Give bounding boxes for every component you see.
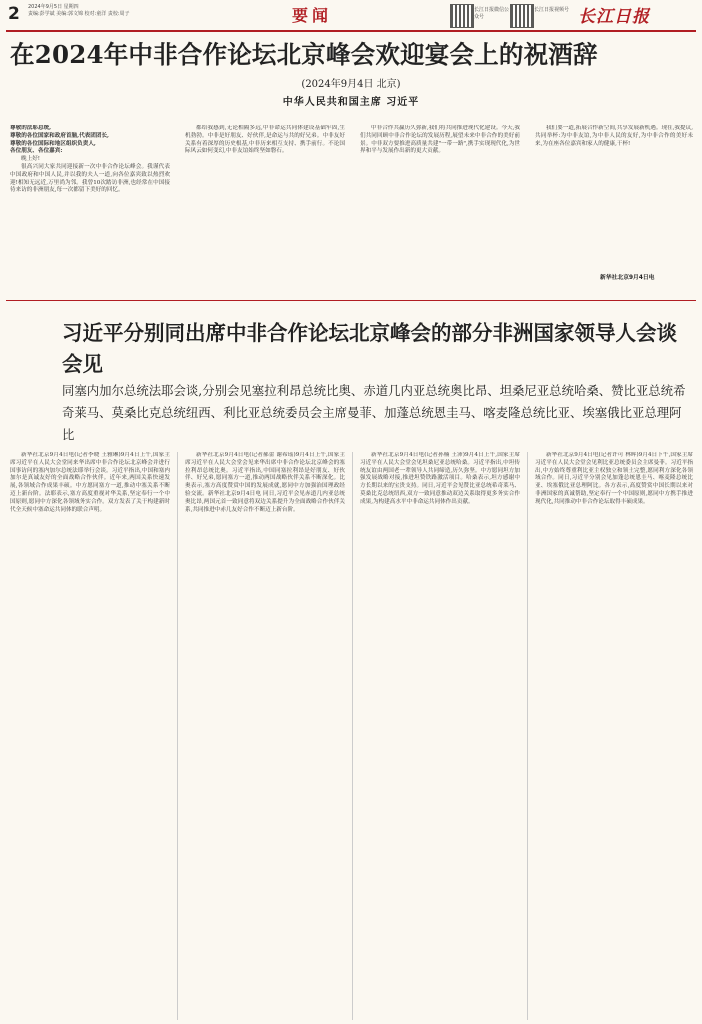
- page-number: 2: [8, 4, 20, 24]
- article1-headline: 在2024年中非合作论坛北京峰会欢迎宴会上的祝酒辞: [10, 40, 598, 69]
- salutation: 晚上好!: [21, 156, 41, 163]
- article2-column-2: [185, 452, 345, 1020]
- article2-subheadline: 同塞内加尔总统法耶会谈,分别会见塞拉利昂总统比奥、赤道几内亚总统奥比昂、坦桑尼亚总统哈桑、赞比亚总统希奇莱马、莫桑比克总统纽西、利比亚总统委员会主席曼菲、加蓬总统恩圭马、喀麦隆总统比亚、埃塞俄比亚总理阿比: [62, 383, 686, 442]
- video-qr-icon: [510, 4, 534, 28]
- salutation: 尊敬的法耶总统,: [10, 125, 52, 131]
- article1-date: (2024年9月4日 北京): [301, 79, 401, 90]
- editor-line: 责编:彭学斌 美编:郭文锦 校对:童洋 责校:周子: [28, 11, 130, 17]
- paragraph: 中非合作共赢历久弥新,我们将共同推进现代化建设。今天,我们共同回顾中非合作论坛的发展历程,展望未来中非合作的美好前景。中非双方要推进高质量共建"一带一路",携手实现现代化,为世界和平与发展作出新的更大贡献。: [360, 125, 520, 155]
- article1-author: 中华人民共和国主席 习近平: [282, 97, 420, 108]
- article2-headline: 习近平分别同出席中非合作论坛北京峰会的部分非洲国家领导人会谈会见: [62, 321, 677, 376]
- qr1-label: 长江日报微信公众号: [474, 7, 510, 20]
- article1-column-3: [360, 125, 520, 295]
- newspaper-logo: 长江日报: [578, 7, 650, 27]
- paragraph: 很高兴同大家共同迎接新一次中非合作论坛峰会。我谨代表中国政府和中国人民,并以我的夫人一道,向各位嘉宾致以热烈欢迎!相知无远近,万里尚为邻。我曾10次踏访非洲,也经常在中国接待来访的非洲朋友,每一次都留下美好的回忆。: [10, 163, 170, 194]
- qr2-label: 长江日报视频号: [534, 7, 570, 13]
- article1-column-4: [535, 125, 693, 295]
- article1-source: 新华社北京9月4日电: [600, 275, 655, 281]
- date-line: 2024年9月5日 星期四: [28, 4, 79, 10]
- article1-column-2: [185, 125, 345, 295]
- salutation: 尊敬的各位国际和地区组织负责人,: [10, 140, 96, 147]
- paragraph: 新华社北京9月4日电(记者孙楠 王沛)9月4日上午,国家主席习近平在人民大会堂会见坦桑尼亚总统哈桑。习近平指出,中坦传统友谊由两国老一辈领导人共同缔造,历久弥坚。中方愿同坦方加强发展战略对接,推进坦赞铁路激活项目。哈桑表示,坦方感谢中方长期以来的宝贵支持。同日,习近平会见赞比亚总统希奇莱马、莫桑比克总统纽西,双方一致同意推动双边关系取得更多务实合作成果,为构建高水平中非命运共同体作出贡献。: [360, 452, 520, 505]
- salutation: 各位朋友、各位嘉宾:: [10, 148, 63, 155]
- column-rule: [352, 452, 353, 1020]
- column-rule: [527, 452, 528, 1020]
- masthead-divider: [6, 30, 696, 32]
- section-title: 要闻: [292, 6, 333, 25]
- article2-column-4: [535, 452, 693, 1020]
- salutation: 尊敬的各位国家和政府首脑,代表团团长,: [10, 132, 109, 139]
- paragraph: 新华社北京9月4日电(记者郝蕾 谢希瑶)9月4日上午,国家主席习近平在人民大会堂会见来华出席中非合作论坛北京峰会的塞拉利昂总统比奥。习近平指出,中国同塞拉利昂是好朋友、好伙伴、好兄弟,愿同塞方一道,推动两国战略伙伴关系不断深化。比奥表示,塞方高度赞赏中国的发展成就,愿同中方加强治国理政经验交流。新华社北京9月4日电 同日,习近平会见赤道几内亚总统奥比昂,两国元首一致同意将双边关系提升为全面战略合作伙伴关系,共同推进中赤几友好合作不断迈上新台阶。: [185, 452, 345, 513]
- wechat-qr-icon: [450, 4, 474, 28]
- paragraph: 我们要一道,拓展合作新空间,共享发展新机遇。现在,我提议,共同举杯:为中非友谊,为中非人民的友好,为中非合作的美好未来,为在座各位嘉宾和家人的健康,干杯!: [535, 125, 693, 147]
- article1-column-1: [10, 125, 170, 295]
- article2-column-1: [10, 452, 170, 1020]
- masthead-meta: [28, 4, 198, 18]
- column-rule: [177, 452, 178, 1020]
- paragraph: 都给我感到,无论相隔多远,中非命运共同体建设基础牢固,生机勃勃。中非是好朋友、好伙伴,是命运与共的好兄弟。中非友好关系有着深厚的历史根基,中非历来相互支持、携手前行。不论国际风云如何变幻,中非友谊始终坚如磐石。: [185, 125, 345, 155]
- article-divider: [6, 300, 696, 301]
- paragraph: 新华社北京9月4日电(记者李晓 王雅琳)9月4日上午,国家主席习近平在人民大会堂同来华出席中非合作论坛北京峰会并进行国事访问的塞内加尔总统法耶举行会谈。习近平指出,中国和塞内加尔是真诚友好的全面战略合作伙伴。近年来,两国关系快速发展,各领域合作成果丰硕。中方愿同塞方一道,推动中塞关系不断迈上新台阶。法耶表示,塞方高度重视对华关系,坚定奉行一个中国原则,愿同中方深化各领域务实合作。双方发表了关于构建新时代全天候中塞命运共同体的联合声明。: [10, 452, 170, 513]
- paragraph: 新华社北京9月4日电(记者许可 林晖)9月4日下午,国家主席习近平在人民大会堂会见利比亚总统委员会主席曼菲。习近平指出,中方始终尊重利比亚主权独立和领土完整,愿同利方深化各领域合作。同日,习近平分别会见加蓬总统恩圭马、喀麦隆总统比亚、埃塞俄比亚总理阿比。各方表示,高度赞赏中国长期以来对非洲国家的真诚帮助,坚定奉行一个中国原则,愿同中方携手推进现代化,共同推动中非合作论坛取得丰硕成果。: [535, 452, 693, 505]
- article2-column-3: [360, 452, 520, 1020]
